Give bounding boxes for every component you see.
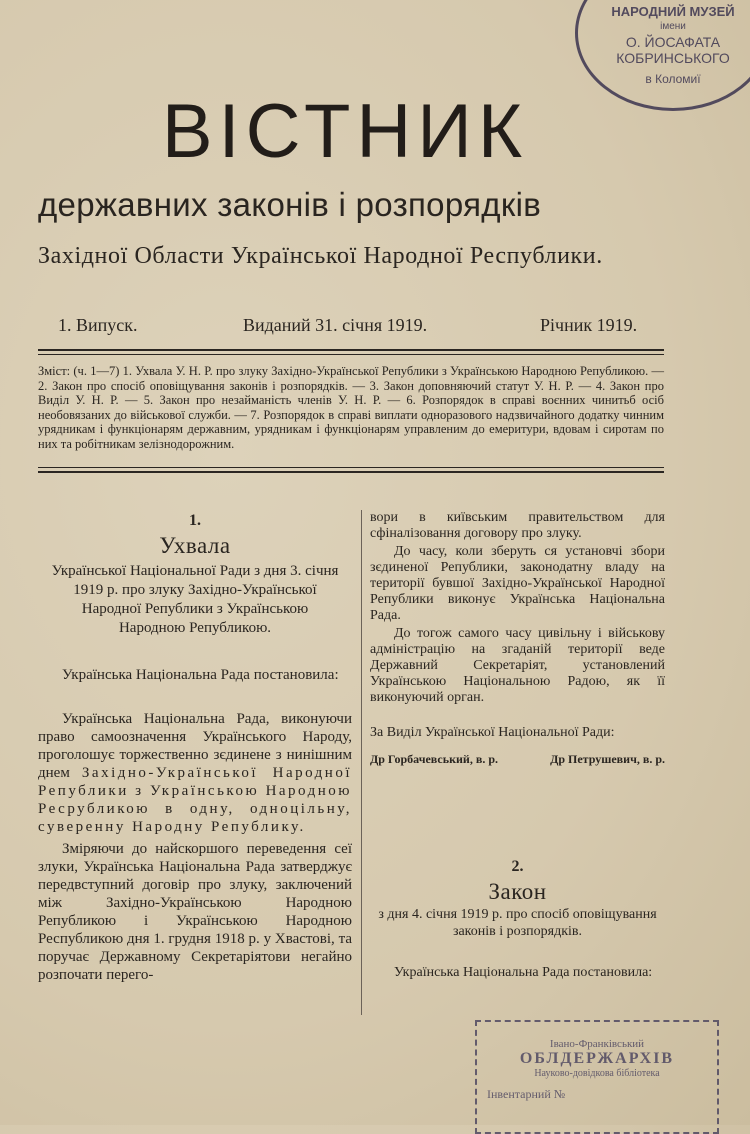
subtitle: державних законів і розпорядків [38,186,542,223]
divider [38,467,664,468]
stamp-line: Івано-Франківський [549,1038,645,1050]
section-intro: з дня 4. січня 1919 р. про спосіб оповіщування законів і розпорядків. [378,907,657,939]
paragraph-text-spaced: Західно-Української Народної Републики з Українською Народною Ресрубликою в одну, одноцільну, суверенну Народну Републику. [38,765,353,835]
paragraph: До тогож самого часу цивільну і військову адміністрацію на згаданій території веде Державний Секретаріят, установлений Українською Національною Радою, як її виконуючий орган. [370,626,665,705]
stamp-line: Науково-довідкова бібліотека [534,1068,660,1079]
left-column [38,512,352,984]
stamp-line: КОБРИНСЬКОГО [616,50,730,66]
section-number: 1. [189,512,201,529]
signature-left: Др Горбачевський, в. р. [370,752,498,766]
stamp-line: в Коломиї [645,72,701,86]
paragraph: Українська Національна Рада постановила: [394,965,653,980]
section-heading: Ухвала [159,533,231,558]
stamp-line: Інвентарний № [487,1087,566,1101]
signatures [370,751,665,768]
stamp-line: ОБЛДЕРЖАРХІВ [519,1050,675,1067]
signature-right: Др Петрушевич, в. р. [550,752,665,766]
issue-number: 1. Випуск. [58,315,138,335]
issue-year: Річник 1919. [540,315,638,335]
section-heading: Закон [488,879,547,904]
column-divider [361,510,362,1015]
stamp-line: імени [660,21,686,32]
stamp-line: О. ЙОСАФАТА [625,34,721,50]
stamp-line: НАРОДНИЙ МУЗЕЙ [611,4,735,19]
right-column [370,510,665,981]
paragraph: Українська Національна Рада постановила: [62,667,339,683]
page-title: ВІСТНИК [161,89,529,174]
divider [38,471,664,473]
section-number: 2. [511,858,524,875]
divider [38,354,664,355]
paragraph-text: Українська Національна Рада, виконуючи право самоозначення Українського Народу, проголошує торжественно зєдинене з нинішним днем [38,711,352,781]
divider [38,349,664,351]
paragraph: Зміряючи до найскоршого переведення сеї злуки, Українська Національна Рада затверджує передвступний договір про злуку, заключений між Західно-Українською Народною Републикою і Українською Народною Республикою дня 1. грудня 1918 р. у Хвастові, та поручає Державному Секретаріятови негайно розпочати перего- [38,841,352,983]
paragraph [38,710,352,836]
signatory-line: За Виділ Української Національної Ради: [370,725,615,740]
paragraph: вори в київським правительством для сфіналізовання договору про злуку. [370,510,665,541]
paragraph: До часу, коли зберуть ся установчі збори зєдиненої Републики, законодатну владу на території бувшої Західно-Української Народної Републики виконує Українська Національна Рада. [370,544,665,623]
section-intro: Української Національної Ради з дня 3. січня 1919 р. про злуку Західно-Української Народної Републики з Українською Народною Републикою. [51,563,339,636]
archive-stamp [475,1020,719,1134]
subtitle-region: Західної Области Української Народної Республики. [38,243,603,269]
table-of-contents: Зміст: (ч. 1—7) 1. Ухвала У. Н. Р. про злуку Західно-Української Републики з Українською Народною Републикою. — 2. Закон про спосіб оповіщування законів і розпорядків. — 3. Закон доповняючий статут У. Н. Р. — 4. Закон про Виділ У. Н. Р. — 5. Закон про незайманість членів У. Н. Р. — 6. Розпорядок в справі воєнних чинитьб осіб необовязаних до військової служби. — 7. Розпорядок в справі виплати одноразового надзвичайного додатку чинним урядникам і функціонарям державним, урядникам і функціонарям управленим до емеритури, вдовам і сиротам по них та робітникам зелізнодорожним. [38,364,664,451]
issue-date: Виданий 31. січня 1919. [243,315,428,335]
